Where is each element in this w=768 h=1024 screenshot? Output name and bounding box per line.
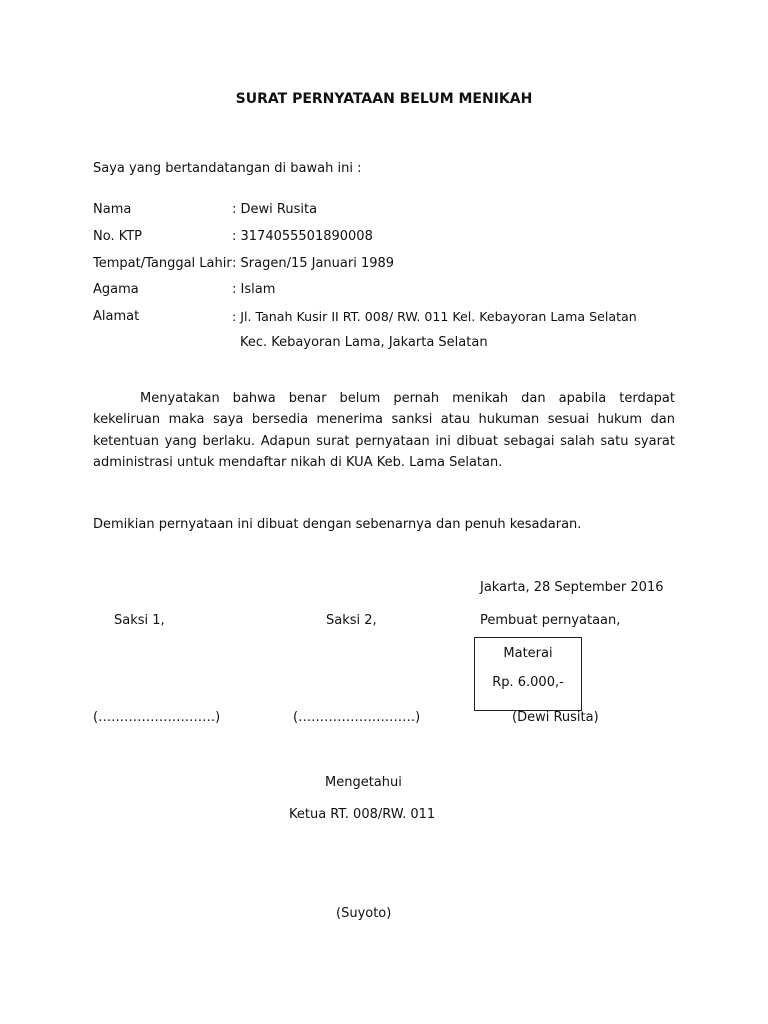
witness2-label: Saksi 2, [326, 613, 377, 628]
field-label-agama: Agama [93, 282, 139, 297]
closing-text: Demikian pernyataan ini dibuat dengan sebenarnya dan penuh kesadaran. [93, 517, 582, 532]
stamp-box [474, 637, 582, 711]
maker-label: Pembuat pernyataan, [480, 613, 621, 628]
field-value-nama: : Dewi Rusita [232, 202, 318, 217]
field-label-alamat: Alamat [93, 309, 140, 324]
field-value-birth: : Sragen/15 Januari 1989 [232, 256, 395, 271]
field-label-ktp: No. KTP [93, 229, 143, 244]
acknowledgement-role: Ketua RT. 008/RW. 011 [289, 807, 436, 822]
acknowledgement-name: (Suyoto) [336, 906, 392, 921]
intro-text: Saya yang bertandatangan di bawah ini : [93, 161, 362, 176]
field-value-agama: : Islam [232, 282, 276, 297]
statement-paragraph [93, 388, 675, 473]
witness2-signature-blank: (………………………) [293, 710, 421, 725]
statement-text: Menyatakan bahwa benar belum pernah menikah dan apabila terdapat kekeliruan maka saya bersedia menerima sanksi atau hukuman sesuai hukum dan ketentuan yang berlaku. Adapun surat pernyataan ini dibuat sebagai salah satu syarat administrasi untuk mendaftar nikah di KUA Keb. Lama Selatan. [93, 391, 675, 470]
document-title: SURAT PERNYATAAN BELUM MENIKAH [235, 91, 533, 107]
field-label-birth: Tempat/Tanggal Lahir [93, 256, 232, 271]
maker-name: (Dewi Rusita) [512, 710, 599, 725]
stamp-amount: Rp. 6.000,- [492, 675, 564, 690]
acknowledgement-heading: Mengetahui [325, 775, 402, 790]
address-line-2: Kec. Kebayoran Lama, Jakarta Selatan [240, 335, 488, 350]
place-date: Jakarta, 28 September 2016 [480, 580, 664, 595]
field-label-nama: Nama [93, 202, 132, 217]
witness1-label: Saksi 1, [114, 613, 165, 628]
field-value-ktp: : 3174055501890008 [232, 229, 373, 244]
witness1-signature-blank: (………………………) [93, 710, 221, 725]
stamp-label: Materai [503, 646, 553, 661]
field-value-alamat: : Jl. Tanah Kusir II RT. 008/ RW. 011 Kel. Kebayoran Lama Selatan [232, 309, 637, 324]
